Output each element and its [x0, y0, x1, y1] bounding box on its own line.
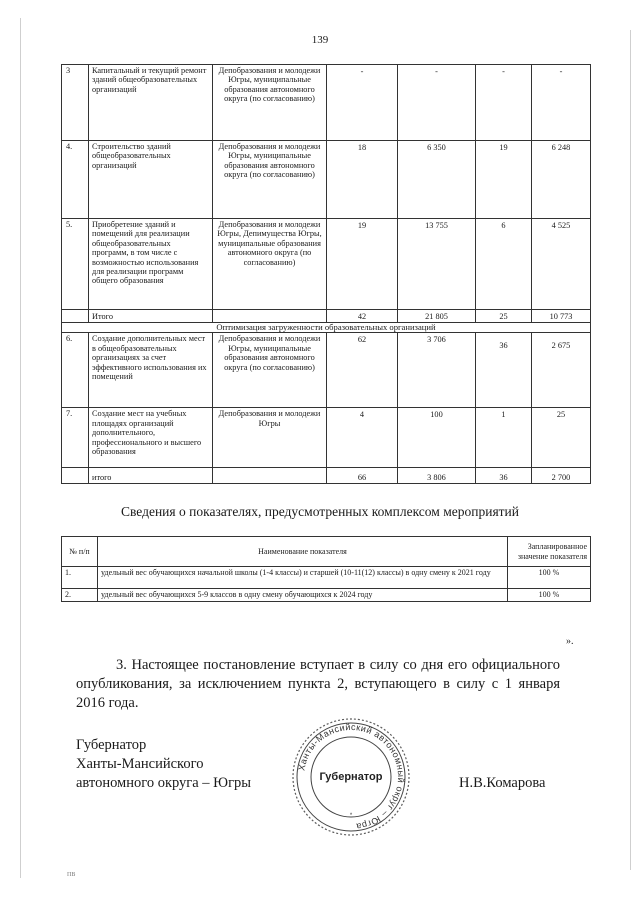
value-cell: 3 806 [398, 468, 476, 484]
official-seal [289, 715, 413, 839]
page-number: 139 [311, 34, 329, 46]
value-cell: 19 [476, 141, 532, 219]
total-row [62, 310, 591, 323]
paragraph-3 [76, 656, 560, 713]
measure-name: Строительство зданий общеобразовательных организаций [89, 141, 213, 219]
closing-quote: ». [566, 636, 574, 647]
row-number: 3 [62, 65, 89, 141]
measure-name: Приобретение зданий и помещений для реализации общеобразовательных программ, в том числе с возможностью использования для реализации программ общего образования [89, 219, 213, 310]
value-cell: 6 248 [532, 141, 591, 219]
value-cell: - [327, 65, 398, 141]
value-cell: 3 706 [398, 333, 476, 408]
bottom-mark: ПВ [67, 872, 76, 878]
signatory-title-line: Ханты-Мансийского [76, 756, 204, 772]
table-row [62, 567, 591, 589]
indicators-table [61, 536, 591, 602]
value-cell: 36 [476, 333, 532, 408]
row-number: 7. [62, 408, 89, 468]
value-cell: 4 [327, 408, 398, 468]
table-row [62, 333, 591, 408]
responsible-org: Депобразования и молодежи Югры, Депимущества Югры, муниципальные образования автономного округа (по согласованию) [213, 219, 327, 310]
row-number: 5. [62, 219, 89, 310]
responsible-org: Депобразования и молодежи Югры, муниципальные образования автономного округа (по согласованию) [213, 333, 327, 408]
responsible-org: Депобразования и молодежи Югры, муниципальные образования автономного округа (по согласованию) [213, 141, 327, 219]
section-row [62, 323, 591, 333]
row-number: 1. [62, 567, 98, 589]
value-cell: 36 [476, 468, 532, 484]
measure-name: Создание дополнительных мест в общеобразовательных организациях за счет эффективного использования их помещений [89, 333, 213, 408]
value-cell: 66 [327, 468, 398, 484]
measures-table [61, 64, 591, 484]
indicators-heading: Сведения о показателях, предусмотренных комплексом мероприятий [120, 504, 519, 519]
measure-name: Создание мест на учебных площадях организаций дополнительного, профессионального и высшего образования [89, 408, 213, 468]
indicator-value: 100 % [508, 589, 591, 602]
header-value: Запланированное значение показателя [508, 537, 591, 567]
indicator-name: удельный вес обучающихся 5-9 классов в одну смену обучающихся к 2024 году [98, 589, 508, 602]
value-cell: 4 525 [532, 219, 591, 310]
header-num: № п/п [62, 537, 98, 567]
value-cell: 6 350 [398, 141, 476, 219]
signatory-title-line: Губернатор [76, 737, 147, 753]
value-cell: 1 [476, 408, 532, 468]
row-number: 4. [62, 141, 89, 219]
table-row [62, 408, 591, 468]
value-cell: 6 [476, 219, 532, 310]
svg-text:Губернатор: Губернатор [319, 771, 383, 783]
value-cell: 42 [327, 310, 398, 323]
responsible-org: Депобразования и молодежи Югры, муниципальные образования автономного округа (по согласованию) [213, 65, 327, 141]
total-row [62, 468, 591, 484]
value-cell: 2 700 [532, 468, 591, 484]
table-row [62, 589, 591, 602]
indicator-name: удельный вес обучающихся начальной школы (1-4 классы) и старшей (10-11(12) классы) в одну смену к 2021 году [98, 567, 508, 589]
value-cell: 25 [532, 408, 591, 468]
responsible-org: Депобразования и молодежи Югры [213, 408, 327, 468]
value-cell: - [476, 65, 532, 141]
paragraph-text: 3. Настоящее постановление вступает в силу со дня его официального опубликования, за исключением пункта 2, вступающего в силу с 1 января 2016 года. [76, 657, 560, 711]
header-name: Наименование показателя [98, 537, 508, 567]
value-cell: 13 755 [398, 219, 476, 310]
signatory-title-line: автономного округа – Югры [76, 775, 252, 791]
signatory-title [76, 736, 251, 793]
signatory-name: Н.В.Комарова [459, 775, 546, 791]
value-cell: - [532, 65, 591, 141]
row-number: 6. [62, 333, 89, 408]
value-cell: 100 [398, 408, 476, 468]
svg-text:Ханты-Мансийский автономный ок: Ханты-Мансийский автономный округ – Югра [296, 721, 407, 832]
section-heading: Оптимизация загруженности образовательных организаций [62, 323, 591, 333]
table-header-row [62, 537, 591, 567]
value-cell: 62 [327, 333, 398, 408]
value-cell: - [398, 65, 476, 141]
value-cell: 19 [327, 219, 398, 310]
row-number: 2. [62, 589, 98, 602]
table-row [62, 65, 591, 141]
table-row [62, 219, 591, 310]
value-cell: 2 675 [532, 333, 591, 408]
total-label: Итого [89, 310, 213, 323]
value-cell: 21 805 [398, 310, 476, 323]
indicator-value: 100 % [508, 567, 591, 589]
value-cell: 18 [327, 141, 398, 219]
value-cell: 25 [476, 310, 532, 323]
value-cell: 10 773 [532, 310, 591, 323]
svg-text:*: * [349, 813, 353, 819]
table-row [62, 141, 591, 219]
total-label: итого [89, 468, 213, 484]
measure-name: Капитальный и текущий ремонт зданий общеобразовательных организаций [89, 65, 213, 141]
